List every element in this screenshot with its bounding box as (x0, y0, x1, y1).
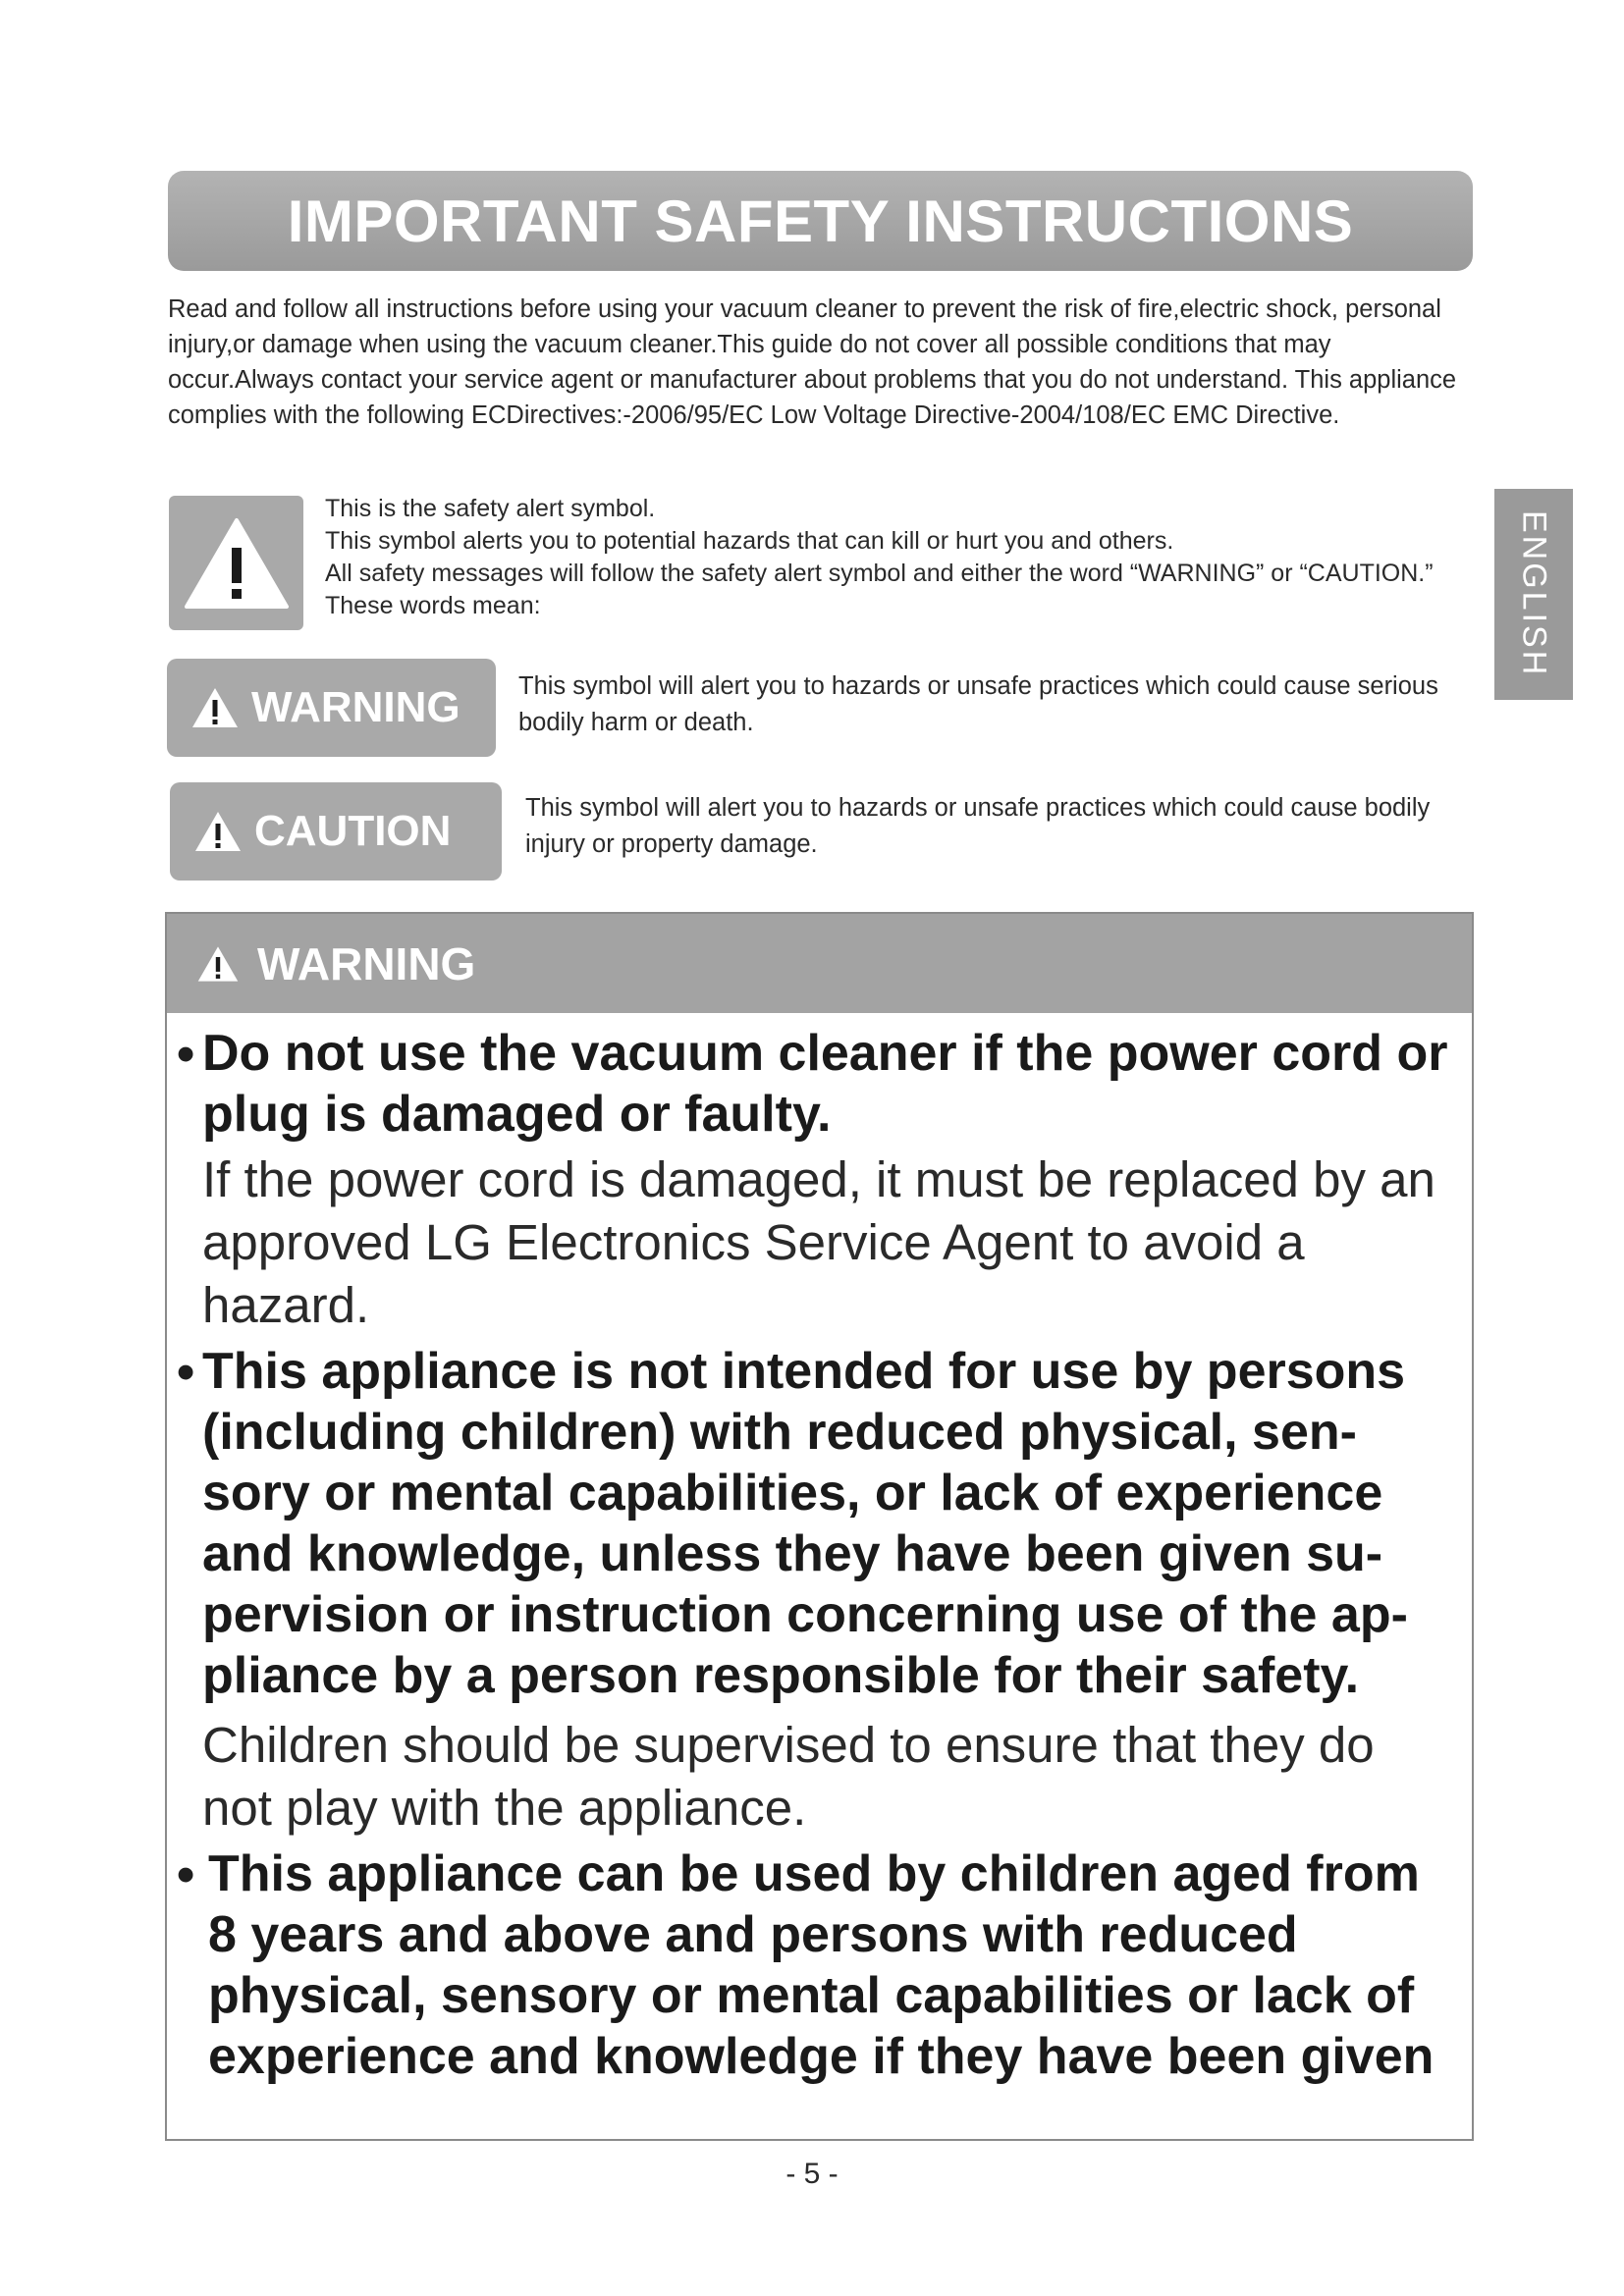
bullet: • (177, 1846, 195, 1903)
warning-panel-title: WARNING (257, 937, 476, 989)
warning-label (167, 659, 496, 757)
warning-panel (165, 912, 1474, 2141)
safety-alert-symbol (169, 496, 303, 630)
safety-symbol-description (325, 493, 1479, 622)
exclamation-triangle-icon (183, 514, 291, 613)
warning-description: This symbol will alert you to hazards or unsafe practices which could cause serious bodily harm or death. (518, 672, 1438, 736)
language-tab (1494, 489, 1573, 700)
warning-triangle-icon (193, 810, 243, 853)
warning-label-text: WARNING (251, 683, 460, 731)
warning-triangle-icon (190, 686, 240, 729)
warning-triangle-icon (196, 944, 240, 984)
title-banner (168, 171, 1473, 271)
bullet: • (177, 1026, 195, 1083)
warning-item-body: If the power cord is damaged, it must be replaced by an approved LG Electronics Service Agent to avoid a hazard. (202, 1151, 1435, 1333)
warning-item-heading: This appliance can be used by children aged from 8 years and above and persons with reduced physical, sensory or mental capabilities or lack of experience and knowledge if they have been given (208, 1845, 1435, 2085)
warning-item-body: Children should be supervised to ensure that they do not play with the appliance. (202, 1717, 1375, 1836)
symbol-line: This symbol alerts you to potential hazards that can kill or hurt you and others. (325, 527, 1174, 555)
warning-item-heading: This appliance is not intended for use by persons (including children) with reduced physical, sen-sory or mental capabilities, or lack of experience and knowledge, unless they have been given su-pervision or instruction concerning use of the ap-pliance by a person responsible for their safety. (202, 1343, 1408, 1704)
caution-description: This symbol will alert you to hazards or unsafe practices which could cause bodily injury or property damage. (525, 794, 1431, 858)
symbol-line: All safety messages will follow the safety alert symbol and either the word “WARNING” or “CAUTION.” These words mean: (325, 560, 1434, 619)
list-item (167, 1023, 1450, 1337)
warning-panel-header (167, 914, 1472, 1013)
language-tab-label: ENGLISH (1515, 510, 1553, 678)
warning-item-heading: Do not use the vacuum cleaner if the power cord or plug is damaged or faulty. (202, 1025, 1448, 1143)
list-item (167, 1341, 1450, 1840)
caution-label (170, 782, 502, 881)
warning-list (167, 1023, 1472, 2087)
page-title: IMPORTANT SAFETY INSTRUCTIONS (287, 187, 1354, 254)
intro-paragraph: Read and follow all instructions before using your vacuum cleaner to prevent the risk of fire,electric shock, personal injury,or damage when using the vacuum cleaner.This guide do not cover all possible conditions that may occur.Always contact your service agent or manufacturer about problems that you do not understand. This appliance complies with the following ECDirectives:-2006/95/EC Low Voltage Directive-2004/108/EC EMC Directive. (168, 295, 1457, 429)
bullet: • (177, 1344, 195, 1401)
symbol-line: This is the safety alert symbol. (325, 495, 656, 522)
list-item (167, 1843, 1450, 2087)
caution-label-text: CAUTION (254, 807, 452, 855)
page-number: - 5 - (785, 2158, 839, 2190)
